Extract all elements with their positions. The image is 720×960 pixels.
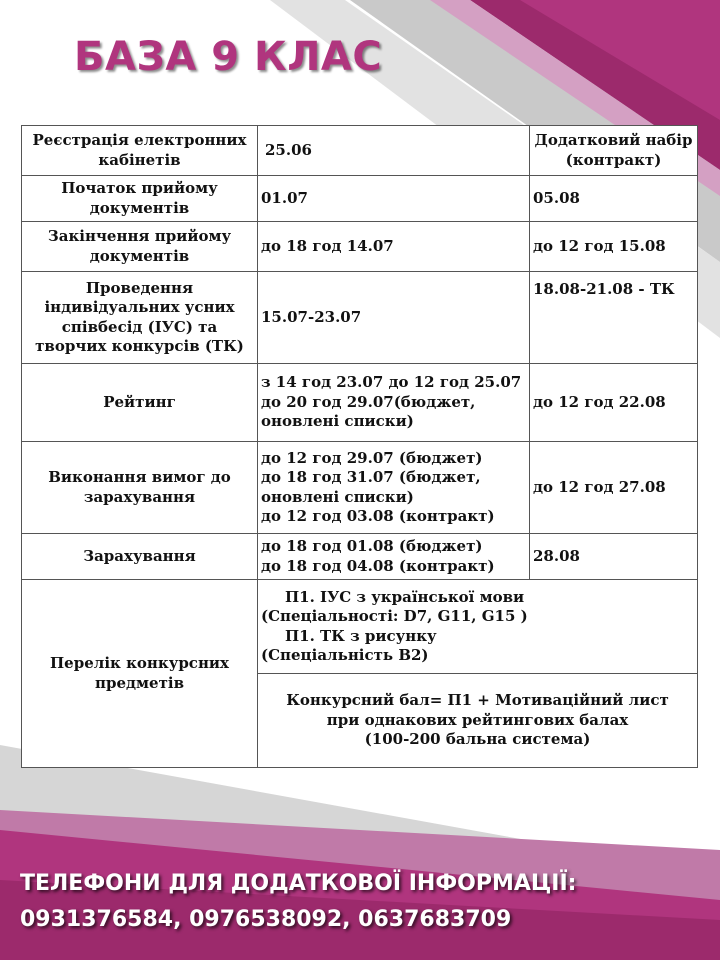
subjects-list [258,580,698,674]
table-row [22,222,698,272]
value-line: до 18 год 01.08 (бюджет) [261,537,483,555]
row-label: Реєстрація електронних кабінетів [22,126,258,176]
score-line: при однакових рейтингових балах [326,710,629,729]
value-line: до 20 год 29.07(бюджет, оновлені списки) [261,392,476,431]
table-row [22,176,698,222]
score-line: Конкурсний бал= П1 + Мотиваційний лист [286,691,669,710]
row-main-value: 15.07-23.07 [258,272,530,364]
subject-line: П1. ТК з рисунку [285,626,437,645]
row-extra-value: 18.08-21.08 - ТК [530,272,698,364]
score-line: (100-200 бальна система) [364,730,591,749]
subject-line: П1. ІУС з української мови [285,587,525,606]
subject-line: (Спеціальність B2) [261,646,429,664]
row-label: Початок прийому документів [22,176,258,222]
row-label: Рейтинг [22,364,258,442]
table-row [22,442,698,534]
page-title: БАЗА 9 КЛАС [74,34,383,80]
row-label: Закінчення прийому документів [22,222,258,272]
schedule-table [21,125,698,768]
value-line: до 18 год 31.07 (бюджет, оновлені списки) [261,468,481,506]
value-line: до 12 год 03.08 (контракт) [261,507,495,525]
row-main-value [258,126,530,176]
score-formula [258,674,698,768]
subject-line: (Спеціальності: D7, G11, G15 ) [261,607,528,625]
value-line: до 18 год 04.08 (контракт) [261,556,495,575]
row-extra-value: Додатковий набір (контракт) [530,126,698,176]
row-main-value: 01.07 [258,176,530,222]
subjects-label: Перелік конкурсних предметів [22,580,258,768]
value-line: 25.06 [265,140,312,159]
subjects-row [22,580,698,674]
table-row [22,272,698,364]
row-label: Проведення індивідуальних усних співбесід (ІУС) та творчих конкурсів (ТК) [22,272,258,364]
contact-phones: 0931376584, 0976538092, 0637683709 [20,907,512,932]
row-extra-value: до 12 год 15.08 [530,222,698,272]
row-extra-value: 05.08 [530,176,698,222]
contact-footer [20,866,576,938]
value-line: з 14 год 23.07 до 12 год 25.07 [261,373,522,392]
row-main-value [258,442,530,534]
table-row [22,534,698,580]
table-row [22,126,698,176]
row-main-value [258,534,530,580]
row-label: Виконання вимог до зарахування [22,442,258,534]
row-main-value: до 18 год 14.07 [258,222,530,272]
row-extra-value: до 12 год 22.08 [530,364,698,442]
row-extra-value: до 12 год 27.08 [530,442,698,534]
table-row [22,364,698,442]
row-label: Зарахування [22,534,258,580]
row-extra-value: 28.08 [530,534,698,580]
row-main-value [258,364,530,442]
value-line: до 12 год 29.07 (бюджет) [261,448,483,467]
contact-heading: ТЕЛЕФОНИ ДЛЯ ДОДАТКОВОЇ ІНФОРМАЦІЇ: [20,871,577,896]
